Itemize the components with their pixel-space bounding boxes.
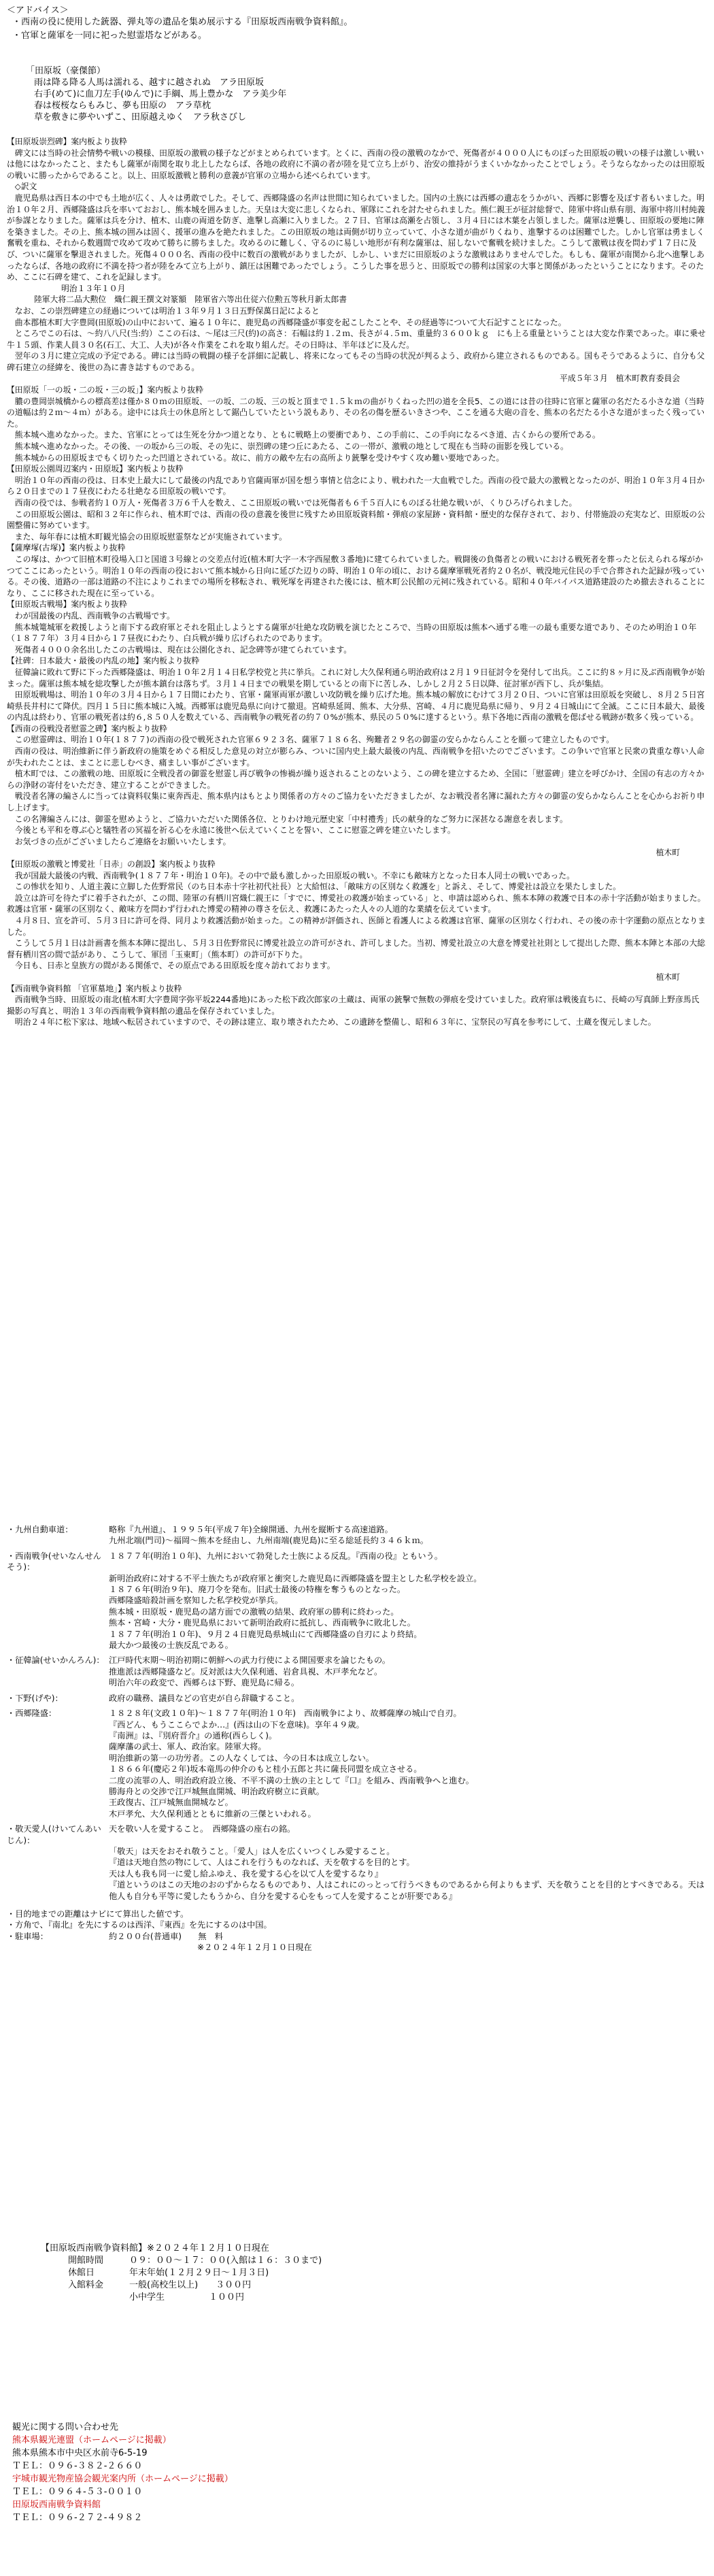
song-line: 春は桜桜ならもみじ、夢も田原の アラ草枕 bbox=[34, 101, 211, 111]
hours-label: 休館日 bbox=[68, 2268, 95, 2278]
hours-heading: 【田原坂西南戦争資料館】※２０２４年１２月１０日現在 bbox=[41, 2243, 269, 2253]
section-heading: 【田原坂「一の坂・二の坂・三の坂」】案内板より抜粋 bbox=[7, 385, 204, 395]
section-text: この塚は、かつて旧植木町役場入口と国道３号線との交差点付近(植木町大字一木字西屋敷３番地)に建てられていました。戦闘後の負傷者との戦いにおける戦死者を葬ったと伝えられる塚がかつてここにあったという。明治１０年の西南の役において熊本城から日向に延びた辺りの時、明治１０年の頃に、おける薩摩軍戦死者約２０名が、戦没地元住民の手で合葬された記録が残っている。その後、道路の一部は道路の不注によりこれまでの場所を移転され、戦死塚を再建された後には、植木町公民館の元祠に残されている。昭和４０年バイパス道路建設のため撤去されることになり、ここに移された現在に至っている。 bbox=[7, 554, 705, 598]
section-text: この惨状を知り、人道主義に立脚した佐野常民（のち日本赤十字社初代社長）と大給恒は、「敵味方の区別なく救護を」と訴え、そして、博愛社は設立を果たしました。 bbox=[14, 882, 621, 892]
section-text: 植木町では、この激戦の地、田原坂に全戦没者の御霊を慰霊し再び戦争の惨禍が繰り返されることのないよう、この碑を建立するため、全国に「慰霊碑」建立を呼びかけ、全国の有志の方々からの浄財の寄付をいただき、建立することができました。 bbox=[7, 769, 704, 790]
guide-sections bbox=[7, 136, 707, 1510]
glossary bbox=[7, 1524, 707, 2232]
section-text: 今日も、日赤と皇族方の間がある関係で、その原点である田原坂を度々訪れております。 bbox=[14, 961, 335, 971]
parking-value: 約２００台(普通車) 無 料 bbox=[109, 1931, 223, 1941]
glossary-quote: 『道というのはこの天地のおのずからなるものであり、人はこれにのっとって行うべきものであるから何よりもまず、天を敬うことを目的とすべきである。天は他人も自分も平等に愛したもうから、自分を愛する心をもって人を愛することが肝要である』 bbox=[109, 1880, 704, 1901]
glossary-text: 政府の職務、議員などの官吏が自ら辞職すること。 bbox=[109, 1693, 300, 1703]
song-lyrics bbox=[26, 65, 679, 123]
glossary-text: 勝海舟との交渉で江戸城無血開城、明治政府樹立に貢献。 bbox=[109, 1786, 324, 1796]
section-text: この名簿編さんには、御霊を慰めようと、ご協力いただいた関係各位、とりわけ地元歴史家「中村禮秀」氏の献身的なご努力に深甚なる謝意を表します。 bbox=[14, 814, 568, 824]
glossary-text: 九州北端(門司)〜福岡〜熊本を経由し、九州南端(鹿児島)に至る総延長約３４６ｋｍ。 bbox=[109, 1536, 428, 1546]
glossary-text: 薩摩藩の武士、軍人、政治家。陸軍大将。 bbox=[109, 1742, 267, 1752]
advice-bullet-museum: ・西南の役に使用した銃器、弾丸等の遺品を集め展示する『田原坂西南戦争資料館』。 bbox=[12, 17, 353, 27]
parking-date: ※２０２４年１２月１０日現在 bbox=[197, 1943, 312, 1953]
contact-phone: ＴＥＬ：０９６-３８２-２６６０ bbox=[12, 2461, 143, 2471]
glossary-text: 江戸時代末期〜明治初期に朝鮮への武力行使による開国要求を論じたもの。 bbox=[109, 1655, 390, 1666]
glossary-text: 明治維新の第一の功労者。この人なくしては、今の日本は成立しない。 bbox=[109, 1753, 374, 1763]
advice-heading: ＜アドバイス＞ bbox=[7, 5, 69, 16]
museum-hours bbox=[41, 2243, 517, 2304]
glossary-term: ・九州自動車道： bbox=[7, 1525, 73, 1534]
section-text: 膿の豊岡崇城橋からの標高差は僅か８０ｍの田原坂、一の坂、二の坂、三の坂と頂まで１.５ｋｍの曲がりくねった凹の道を全長5、この道には昔の往時に官軍と薩軍の名だたる小さな道（当時の道幅は約２ｍ〜４ｍ）がある。途中には兵士の休息所として鋸凸していたという説もあり、その名の傷を歴るいきさつや、ここを通る大砲の音を、熊本の名だたる小さな道がまったく残っていた。 bbox=[7, 396, 705, 429]
contact-link-uki-tourism[interactable]: 宇城市観光物産協会観光案内所（ホームページに掲載） bbox=[12, 2474, 233, 2484]
section-heading: 【薩摩塚(古塚)】案内板より抜粋 bbox=[7, 543, 126, 553]
contact-phone: ＴＥＬ：０９６４-５３-００１０ bbox=[12, 2487, 143, 2497]
parking-label: ・駐車場： bbox=[7, 1931, 48, 1941]
contact-phone: ＴＥＬ：０９６-２７２-４９８２ bbox=[12, 2513, 143, 2523]
section-text: ところでこの石は、〜約八八尺(当:約）ここの石は、〜尾は三尺(約)の高さ：石幅は約１.２ｍ、長さが４.５ｍ、重量約３６００ｋｇ にも上る重量ということは大変な作業であった。車に乗せ牛１５頭、作業人員３０名(石工、大工、人夫)が各々作業をこれを取り組んだ。その日時は、半年ほどに及んだ。 bbox=[7, 329, 706, 350]
section-heading: 【田原坂崇烈碑】案内板より抜粋 bbox=[7, 137, 127, 146]
section-text: 征韓論に敗れて野に下った西郷隆盛は、明治１０年２月１４日私学校党と共に挙兵。これに対し大久保利通ら明治政府は２月１９日征討令を発付して出兵。ここに約８ヶ月に及ぶ西南戦争が始まった。薩軍は熊本城を総攻撃したが熊本鎮台は落ちず。３月１４日までの戦果を期しているとの南下に苦しみ、しかし２月２５日以降、征討軍が西下し、兵が集結。 bbox=[7, 667, 705, 689]
glossary-term: ・征韓論(せいかんろん)： bbox=[7, 1655, 105, 1666]
section-text: こうして５月１日は計画書を熊本本陣に提出し、５月３日佐野常民に博愛社設立の許可がされ、許可しました。当初、博愛社設立の大意を博愛社社則として提出した際、熊本本陣と本部の大総督有栖川宮の間で話があり、こうして、軍団「玉東町」（熊本町）の許可が下りた。 bbox=[7, 938, 706, 959]
glossary-text: 推進派は西郷隆盛など。反対派は大久保利通、岩倉具視、木戸孝允など。 bbox=[109, 1666, 383, 1677]
glossary-text: 木戸孝允、大久保利通とともに維新の三傑といわれる。 bbox=[109, 1809, 316, 1819]
section-text: この田原坂公園は、昭和３２年に作られ、植木町では、西南の役の意義を後世に残すため田原坂資料館・弾痕の家屋跡・資料館・歴史的な保存されて、おり、付帯施設の充実など、田原坂の公園整備に努めています。 bbox=[7, 509, 705, 531]
glossary-text: 略称『九州道』、１９９５年(平成７年)全線開通、九州を縦断する高速道路。 bbox=[109, 1525, 393, 1534]
glossary-text: １８２８年(文政１０年)〜１８７７年(明治１０年) 西南戦争により、故郷薩摩の城山で自刃。 bbox=[109, 1708, 462, 1719]
contact-link-kumamoto-tourism[interactable]: 熊本県観光連盟（ホームページに掲載） bbox=[12, 2435, 171, 2445]
section-text: 曲本郡植木町大字豊岡(田原坂)の山中において、遍る１０年に、鹿児島の西郷隆盛が事変を起こしたことや、その経過等について大石記すことになった。 bbox=[14, 317, 566, 327]
glossary-quote: 『道は天地自然の物にして、人はこれを行うものなれば、天を敬するを目的とす。 bbox=[109, 1857, 415, 1868]
glossary-text: 『南洲』は、『別府晋介』の通称(西らしく)。 bbox=[109, 1730, 277, 1740]
section-signature: 植木町 bbox=[656, 848, 680, 858]
glossary-text: 新明治政府に対する不平士族たちが政府軍と衝突した鹿児島に西郷隆盛を盟主とした私学校を設立。 bbox=[109, 1573, 482, 1583]
section-text: なお、この崇烈碑建立の経過については明治１３年９月１３日五野保萬日記によると bbox=[14, 306, 320, 316]
glossary-text: 『西どん、もうここらでよか…』(西は山の下を意味)。享年４９歳。 bbox=[109, 1719, 364, 1730]
glossary-text: 最大かつ最後の士族反乱である。 bbox=[109, 1640, 233, 1651]
section-text: 陸軍大将二品大勲位 熾仁親王撰文対篆額 陸軍省六等出仕従六位勲五等秋月新太郎書 bbox=[34, 295, 347, 305]
section-text: 死傷者４０００余名出したこの古戦場は、現在は公園化され、記念碑等が建てられています。 bbox=[14, 644, 352, 655]
section-text: また、毎年春には植木町観光協会の田原坂慰霊祭などが実施されています。 bbox=[14, 531, 287, 542]
glossary-text: 熊本・宮崎・大分・鹿児島県において新明治政府に抵抗し、西南戦争に敗北した。 bbox=[109, 1618, 415, 1628]
section-text: 戦没者名簿の編さんに当っては資料収集に東奔西走、熊本県内はもとより関係者の方々のご協力をいただきましたが、なお戦没者名簿に漏れた方々の御霊の安らかならんことを心からお祈り申し上げます。 bbox=[7, 791, 705, 813]
glossary-text: １８６６年(慶応２年)坂本竜馬の仲介のもと桂小五郎と共に薩長同盟を成立させる。 bbox=[109, 1764, 422, 1774]
section-text: 翌年の３月に建立完成の予定である。碑には当時の戦闘の様子を詳細に記載し、将来になってもその当時の状況が判るよう、政府から建立されるものである。国もそうであるように、自分も父碑石建立の経緯を、後世の為に書き誌すものである。 bbox=[7, 351, 705, 372]
section-text: 西南の役では、参戦者約１０万人・死傷者３万６千人を数え、ここ田原坂の戦いでは死傷者も６千５百人にものぼる壮絶な戦いが、くりひろげられました。 bbox=[14, 498, 577, 508]
glossary-term: ・西南戦争(せいなんせんそう)： bbox=[7, 1551, 101, 1572]
note-direction: ・方角で、『南北』を先にするのは西洋、『東西』を先にするのは中国。 bbox=[7, 1920, 272, 1930]
section-text: 碑文には当時の社会情勢や戦いの模様、田原坂の激戦の様子などがまとめられています。とくに、西南の役の激戦のなかで、死傷者が４０００人にものぼった田原坂の戦いの様子は激しい戦いは他にはなかったこと、またもし薩軍が南関を取り北上したならば、各地の政府に不満の者が陸を見て立ち上がり、治安の維持がうまくいかなかったことでしょう。そうならなかったのは田原坂の戦いに勝ったからであること。以上、田原坂激戦と勝利の意義が官軍の立場から述べられています。 bbox=[7, 148, 705, 180]
section-text: 鹿児島県は西日本の中でも土地が広く、人々は勇敢でした。そして、西郷隆盛の名声は世間に知られていました。国内の土族には西郷の遺志をうかがい、西郷に影響を及ぼす者もいました。明治１０年２月、西郷隆盛は兵を率いておおし、熊本城を囲みました。天皇は大変に悲しくなられ、軍隊にこれを討たせられました。熊仁親王が征討総督で、陸軍中将山県有朋、海軍中将川村純義が参謀となりました。薩軍は兵を分け、植木、山鹿の両道を防ぎ、進撃し高瀬に入りました。２７日、官軍は高瀬を占領し、３月４日には木葉を占領しました。薩軍は逆襲し、田原坂の要地に陣を築きました。その上、熊本城の囲みは固く、援軍の進みを絶たれました。この田原坂の地は両側が切り立っていて、小さな道が曲がりくねり、進撃するのは困難でした。しかし官軍は勇ましく奮戦を重ね、それから数週間で攻めて攻めて勝ちに勝ちました。攻めるのに難しく、守るのに易しい地形が有利な薩軍は、屈しないで奮戦を続けました。こうして激戦は夜を問わず１７日に及び、ついに薩軍を撃退されました。死傷４０００名、西南の役中に数百の激戦がありましたが、しかし、いまだに田原坂のような激戦はありませんでした。もしも、薩軍が南関から北へ進撃しあったならば、各地の政府に不満を持つ者が陸をみて立ち上がり、鎮圧は困難であったでしょう。こうした事を思うと、田原坂での勝利は国家の大事と関係があったということになります。そのため、ここに石碑を建て、これを記録します。 bbox=[7, 193, 705, 282]
glossary-quote: 「敬天」は天をおそれ敬うこと。「愛人」は人を広くいつくしみ愛すること。 bbox=[109, 1846, 395, 1856]
section-heading: 【西南戦争資料館 「官軍墓地」】案内板より抜粋 bbox=[7, 983, 182, 993]
song-title: 「田原坂（豪傑節） bbox=[26, 66, 106, 76]
section-heading: 【田原坂古戦場】案内板より抜粋 bbox=[7, 599, 127, 610]
section-heading: 【田原坂の激戦と博愛社「日赤」の創設】案内板より抜粋 bbox=[7, 859, 216, 869]
section-text: 熊本城篭城軍を救援しようと南下する政府軍とそれを阻止しようとする薩軍が壮絶な攻防戦を演じたところで、当時の田原坂は熊本へ通ずる唯一の最も重要な道であり、そのため明治１０年（１８７７年）３月４日から１７昼夜にわたり、白兵戦が繰り広げられたのであります。 bbox=[7, 622, 697, 644]
section-signature: 平成５年３月 植木町教育委員会 bbox=[560, 374, 680, 384]
section-text: ４月８日、宣を許可、５月３日に許可を得、同月より救護活動が始まった。この精神が評価され、医師と看護人による救護は官軍、薩軍の区別なく行われ、その後の赤十字運動の原点となりました。 bbox=[7, 915, 706, 937]
section-signature: 植木町 bbox=[656, 972, 680, 982]
section-text: 熊本城へ進めなかった。その後、一の坂から三の坂、その先に、崇烈碑の建つ丘にあたる、この一帯が、激戦の地として現在も当時の面影を残している。 bbox=[14, 442, 568, 452]
hours-value: ０９：００〜１７：００(入館は１６：３０まで) bbox=[129, 2256, 322, 2266]
section-text: 我が国最大最後の内戦、西南戦争(１８７７年・明治１０年)。その中で最も激しかった田原坂の戦い。不幸にも敵味方となった日本人同士の戦いであった。 bbox=[14, 870, 575, 880]
section-heading: 【西南の役戦没者慰霊之碑】案内板より抜粋 bbox=[7, 723, 167, 733]
contact-info bbox=[12, 2421, 233, 2524]
contact-link-museum[interactable]: 田原坂西南戦争資料館 bbox=[12, 2500, 101, 2510]
song-line: 草を敷きに夢やいずこ、田原越えゆく アラ秋さびし bbox=[34, 112, 247, 122]
section-text: 熊本城からの田原坂までもく切りたった凹道とされている。故に、前方の敵や左右の高所より銃撃を受けやすく攻め難い要地であった。 bbox=[14, 452, 505, 463]
song-line: 右手(めて)に血刀左手(ゆんで)に手綱、馬上豊かな アラ美少年 bbox=[34, 89, 287, 99]
section-text: 今後とも平和を尊ぶ心と犠牲者の冥福を祈る心を永遠に後世へ伝えていくことを誓い、ここに慰霊之碑を建立いたします。 bbox=[14, 825, 456, 836]
section-text: ◇訳文 bbox=[14, 182, 37, 192]
song-line: 雨は降る降る人馬は濡れる、越すに越されぬ アラ田原坂 bbox=[34, 78, 265, 88]
section-text: 西南戦争当時、田原坂の南北(植木町大字豊岡字弥平坂2244番地)にあった松下政次郎家の土蔵は、両軍の銃撃で無数の弾痕を受けていました。政府軍は戦後直ちに、長崎の写真師上野彦馬氏撮影の写真と、明治１３年の西南戦争資料館の遺品を保存されていました。 bbox=[7, 995, 700, 1016]
section-text: わが国最後の内乱、西南戦争の古戦場です。 bbox=[14, 610, 175, 621]
glossary-term: ・敬天愛人(けいてんあいじん)： bbox=[7, 1824, 101, 1845]
section-text: 明治１０年の西南の役は、日本史上最大にして最後の内乱であり官薩両軍が国を想う事情と信念により、戦われた一大血戦でした。西南の役で最大の激戦となったのが、明治１０年３月４日から２０日までの１７昼夜にわたる壮絶なる田原坂の戦いです。 bbox=[7, 475, 705, 497]
note-distance: ・目的地までの距離はナビにて算出した値です。 bbox=[7, 1909, 189, 1919]
glossary-quote: 天は人も我も同一に愛し給ふゆえ、我を愛する心を以て人を愛するなり』 bbox=[109, 1868, 383, 1879]
glossary-text: 天を敬い人を愛すること。 西郷隆盛の座右の銘。 bbox=[109, 1824, 296, 1834]
contact-heading: 観光に関する問い合わせ先 bbox=[12, 2422, 119, 2432]
glossary-term: ・西郷隆盛： bbox=[7, 1708, 57, 1719]
section-heading: 【社碑：日本最大・最後の内乱の地】案内板より抜粋 bbox=[7, 656, 200, 666]
glossary-term: ・下野(げや)： bbox=[7, 1693, 63, 1703]
section-heading: 【田原坂公園周辺案内・田原坂】案内板より抜粋 bbox=[7, 464, 184, 474]
glossary-text: １８７７年(明治１０年)、九州において勃発した士族による反乱。『西南の役』ともいう。 bbox=[109, 1551, 443, 1561]
glossary-text: １８７６年(明治９年)、廃刀令を発布。旧武士最後の特権を奪うものとなった。 bbox=[109, 1585, 406, 1595]
section-text: 熊本城へ進めなかった。また、官軍にとっては生死を分かつ道となり、ともに戦略上の要衝であり、この手前に、この手向になるべき道、古くからの要所である。 bbox=[14, 430, 600, 440]
section-text: 西南の役は、明治維新に伴う新政府の施策をめぐる相反した意見の対立が膨らみ、ついに国内史上最大最後の内乱、西南戦争を招いたのでございます。この争いで官軍と民衆の貴重な尊い人命が失われたことは、まことに悲しむべき、痛ましい事がございます。 bbox=[7, 746, 705, 767]
hours-value: 年末年始(１２月２９日〜１月３日) bbox=[129, 2268, 269, 2278]
glossary-text: 西郷隆盛暗殺計画を察知した私学校党が挙兵。 bbox=[109, 1596, 283, 1606]
hours-label: 入館料金 bbox=[68, 2280, 104, 2290]
advice-bullet-memorial: ・官軍と薩軍を一同に祀った慰霊塔などがある。 bbox=[12, 31, 207, 41]
hours-label: 開館時間 bbox=[68, 2256, 104, 2266]
glossary-text: 二度の流罪の人、明治政府設立後、不平不満の士族の主として『口』を組み、西南戦争へと進む。 bbox=[109, 1775, 474, 1785]
section-text: 田原坂戦場は、明治１０年の３月４日から１７日間にわたり、官軍・薩軍両軍が激しい攻防戦を繰り広げた地。熊本城の解放にむけて３月２０日、ついに官軍は田原坂を突破し、８月２５日宮崎県長井村にて降伏。四月１５日に熊本城に入城。西郷軍は鹿児島県に向けて撤退。宮崎県延岡、熊本、大分県、宮崎、４月に鹿児島県に帰り、９月２４日城山にて全滅。ここに日本最大、最後の内乱は終わり、官軍の戦死者は約６,８５０人を数えている、西南戦争の戦死者の約７０%が熊本、県民の５０%に達するという。県下各地に西南の激戦を偲ばせる戦跡が数多く残っている。 bbox=[7, 690, 705, 723]
glossary-text: 王政復古、江戸城無血開城など。 bbox=[109, 1798, 233, 1808]
section-text: 設立は許可を待たずに着手されたが、この間、陸軍の有栖川宮熾仁親王に「すでに、博愛社の救護が始まっている」と、申請は認められ、熊本本陣の救護で日本の赤十字活動が始まりました。救護は官軍・薩軍の区別なく、敵味方を問わず行われた博愛の精神の尊さを伝え、救護にあたった人々の人道的な業績を伝えています。 bbox=[7, 893, 706, 914]
glossary-text: 熊本城・田原坂・鹿児島の諸方面での激戦の結果、政府軍の勝利に終わった。 bbox=[109, 1606, 399, 1617]
hours-value: 小中学生 １００円 bbox=[129, 2292, 245, 2302]
glossary-text: １８７７年(明治１０年)、９月２４日鹿児島県城山にて西郷隆盛の自刃により終結。 bbox=[109, 1629, 422, 1639]
hours-value: 一般(高校生以上) ３００円 bbox=[129, 2280, 252, 2290]
section-text: 明治２４年に松下家は、地域へ転居されていますので、その跡は建立、取り壊されたため、この遺跡を整備し、昭和６３年に、宝祭民の写真を参考にして、土蔵を復元しました。 bbox=[14, 1017, 656, 1027]
section-text: この慰霊碑は、明治１０年(１８７７)の西南の役で戦死された官軍６９２３名、薩軍７１８６名、殉難者２９名の御霊の安らかならんことを願って建立したものです。 bbox=[14, 735, 615, 745]
section-text: お気づきの点がございましたらご連絡をお願いいたします。 bbox=[14, 836, 231, 846]
contact-address: 熊本県熊本市中央区水前寺6-5-19 bbox=[12, 2448, 148, 2458]
section-text: 明治１３年１０月 bbox=[61, 283, 126, 293]
glossary-text: 明治六年の政変で、西郷らは下野、鹿児島に帰る。 bbox=[109, 1678, 300, 1688]
